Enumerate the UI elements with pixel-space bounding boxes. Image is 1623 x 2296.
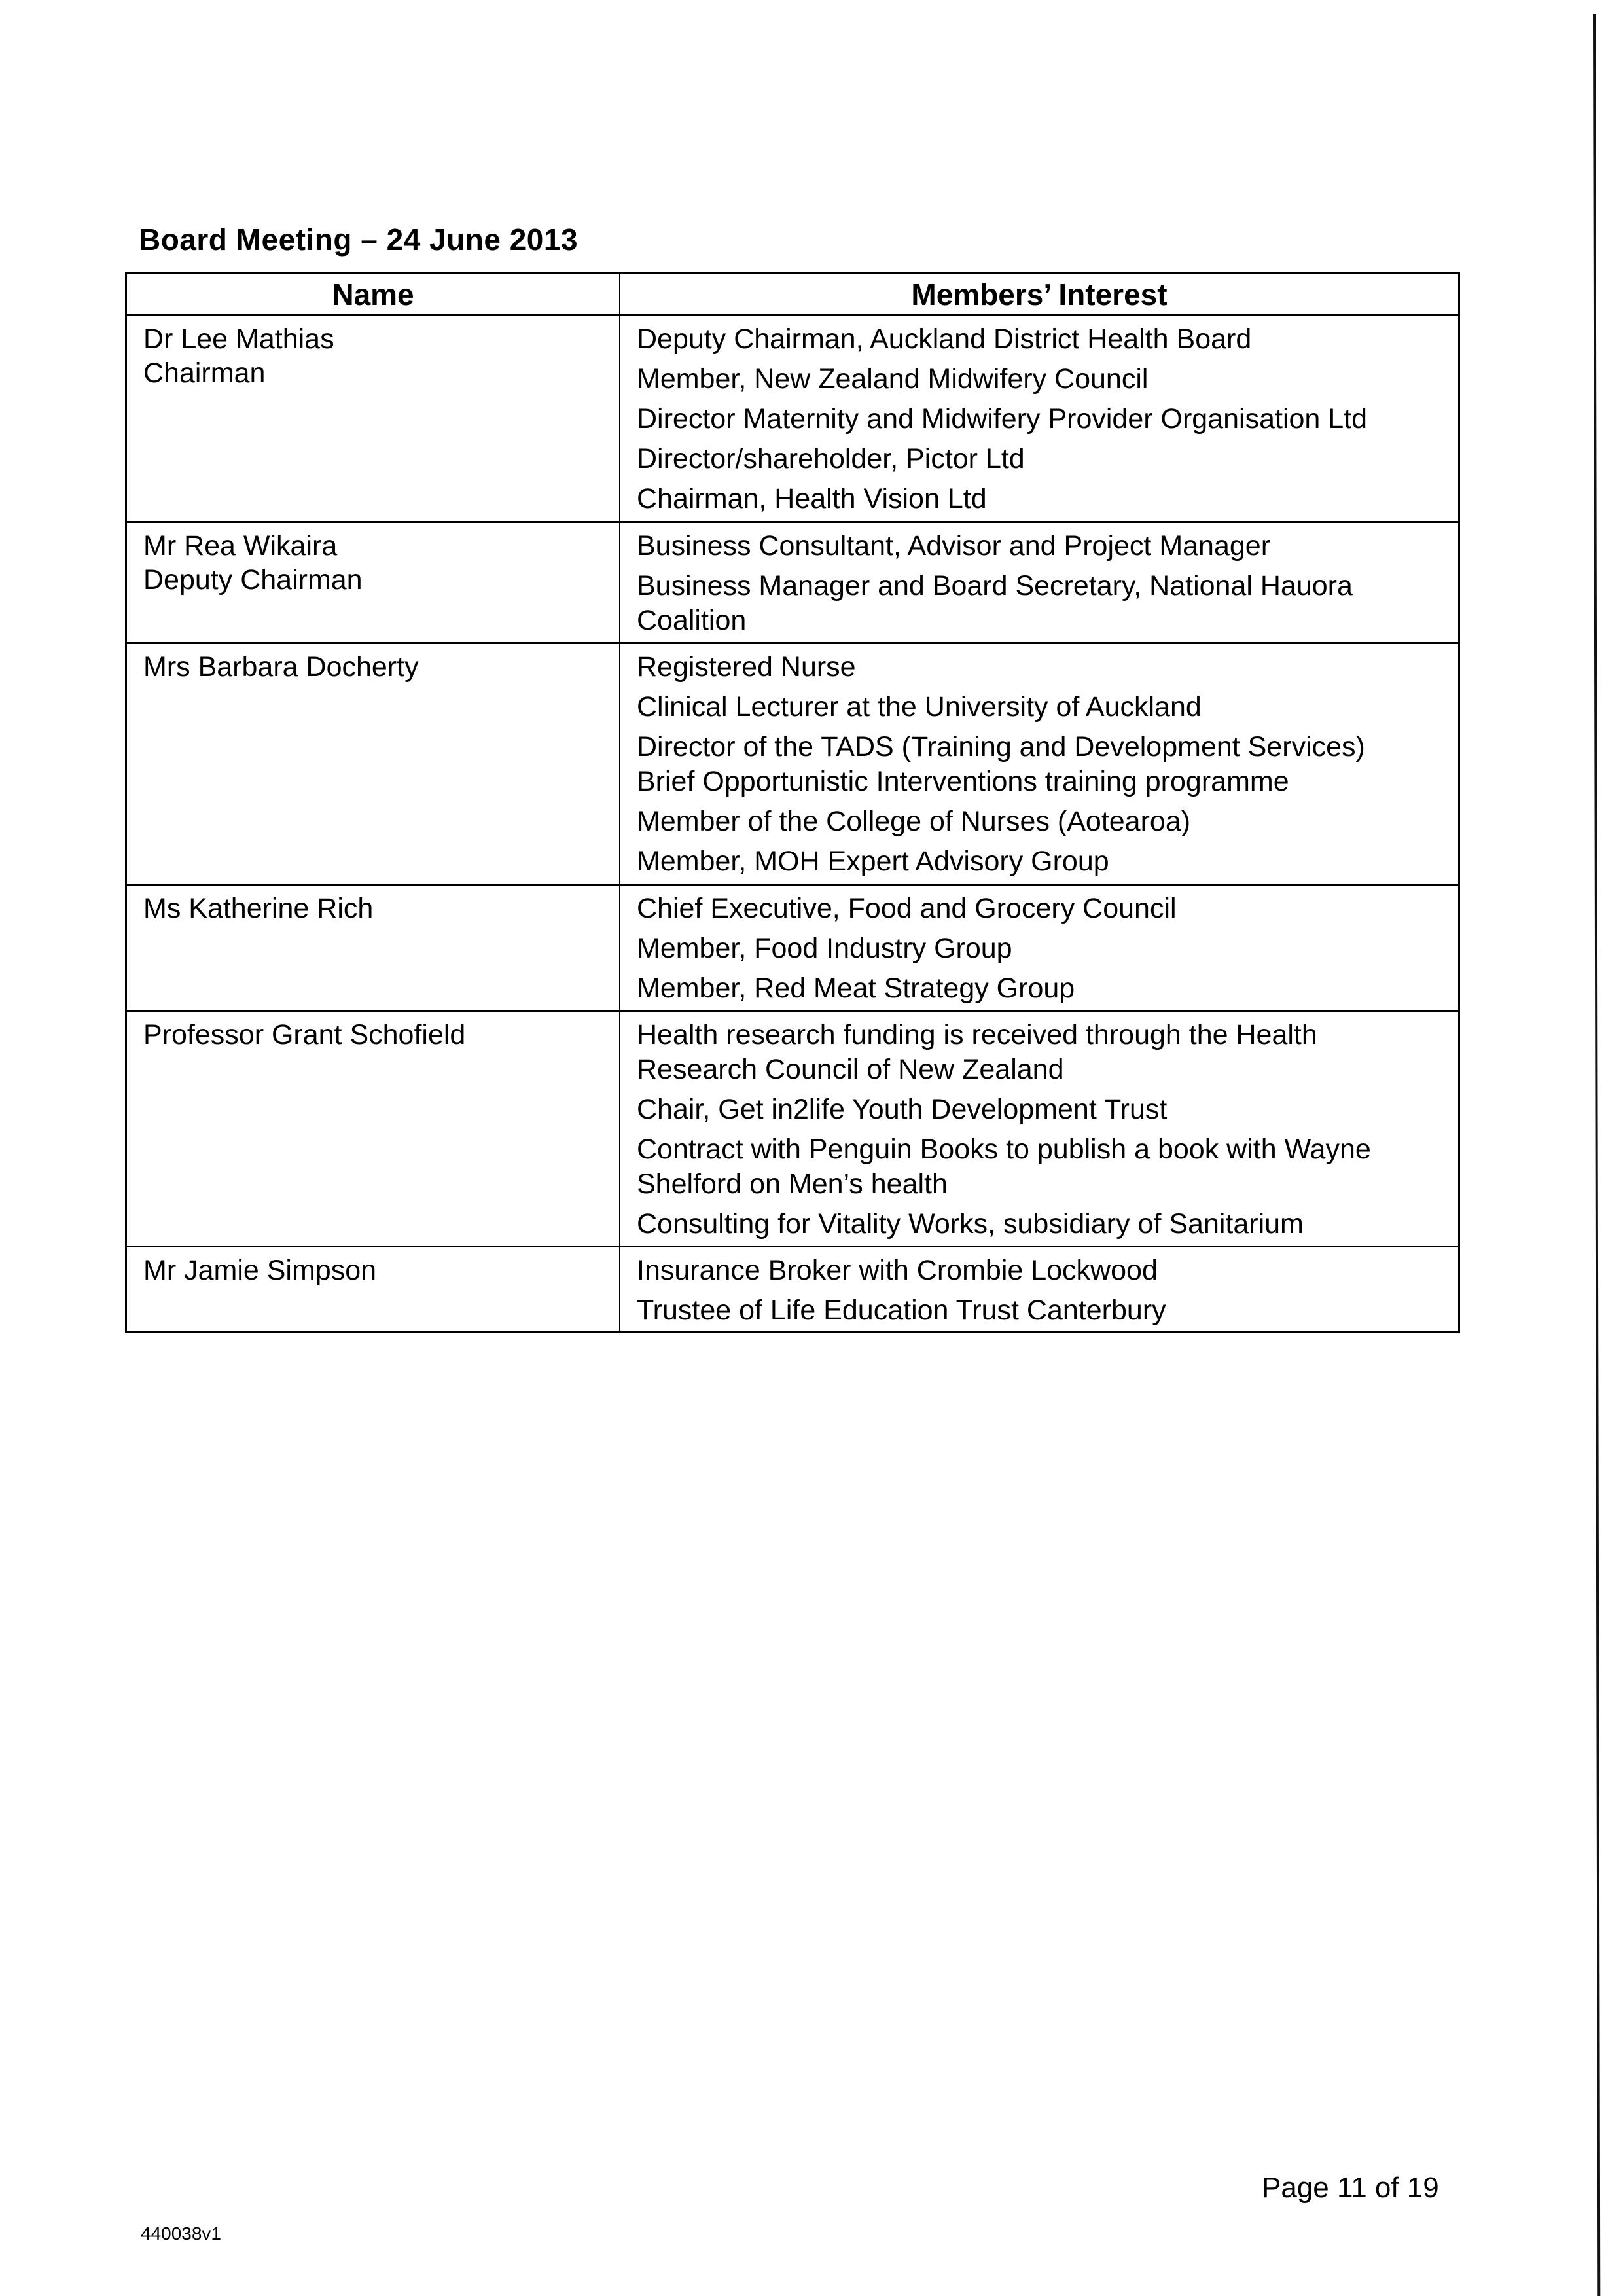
- page-title: Board Meeting – 24 June 2013: [139, 223, 579, 257]
- interest-text: Consulting for Vitality Works, subsidiary of Sanitarium: [637, 1208, 1304, 1240]
- interest-item: [637, 1132, 1458, 1202]
- members-interest-table: [125, 272, 1460, 1333]
- member-interests-cell: [620, 523, 1458, 642]
- interest-text: Member, MOH Expert Advisory Group: [637, 846, 1109, 877]
- interest-text: Brief Opportunistic Interventions training programme: [637, 766, 1289, 797]
- interest-item: [637, 690, 1458, 725]
- member-name-cell: [127, 316, 620, 521]
- interest-text: Member, Red Meat Strategy Group: [637, 973, 1075, 1004]
- table-row: [127, 642, 1458, 884]
- interest-item: [637, 891, 1458, 926]
- interest-text: Chairman, Health Vision Ltd: [637, 483, 987, 514]
- interest-item: [637, 804, 1458, 839]
- interest-text: Director Maternity and Midwifery Provider Organisation Ltd: [637, 403, 1368, 435]
- member-name: Mr Rea Wikaira: [143, 530, 338, 562]
- interest-text: Member, New Zealand Midwifery Council: [637, 363, 1149, 395]
- interest-item: [637, 1092, 1458, 1127]
- member-name-cell: [127, 523, 620, 642]
- member-name: Ms Katherine Rich: [143, 893, 374, 924]
- interest-text: Business Consultant, Advisor and Project Manager: [637, 530, 1271, 562]
- interest-text: Director of the TADS (Training and Development Services): [637, 731, 1365, 762]
- member-interests-cell: [620, 316, 1458, 521]
- member-interests-cell: [620, 1247, 1458, 1331]
- interest-text: Clinical Lecturer at the University of Auckland: [637, 691, 1202, 723]
- interest-text: Coalition: [637, 605, 747, 636]
- interest-item: [637, 1018, 1458, 1087]
- interest-item: [637, 844, 1458, 879]
- member-interests-cell: [620, 644, 1458, 884]
- interest-text: Shelford on Men’s health: [637, 1168, 948, 1200]
- interest-text: Chief Executive, Food and Grocery Council: [637, 893, 1177, 924]
- column-header-name: Name: [127, 274, 620, 314]
- interest-text: Contract with Penguin Books to publish a book with Wayne: [637, 1134, 1371, 1165]
- interest-item: [637, 529, 1458, 564]
- interest-text: Chair, Get in2life Youth Development Trust: [637, 1094, 1168, 1125]
- interest-text: Insurance Broker with Crombie Lockwood: [637, 1255, 1158, 1286]
- member-name-cell: [127, 1012, 620, 1246]
- interest-item: [637, 1207, 1458, 1242]
- interest-text: Director/shareholder, Pictor Ltd: [637, 443, 1025, 475]
- table-header-row: [127, 274, 1458, 314]
- interest-item: [637, 362, 1458, 397]
- interest-text: Trustee of Life Education Trust Canterbury: [637, 1295, 1166, 1326]
- member-role: Chairman: [143, 357, 266, 389]
- interest-item: [637, 482, 1458, 516]
- interest-item: [637, 402, 1458, 437]
- member-interests-cell: [620, 1012, 1458, 1246]
- interest-item: [637, 1253, 1458, 1288]
- scan-edge-line: [1593, 14, 1600, 2296]
- page-number: Page 11 of 19: [1262, 2172, 1439, 2204]
- interest-text: Member, Food Industry Group: [637, 933, 1012, 964]
- interest-text: Registered Nurse: [637, 651, 856, 683]
- table-row: [127, 1010, 1458, 1246]
- table-row: [127, 314, 1458, 521]
- table-body: [127, 314, 1458, 1331]
- interest-text: Deputy Chairman, Auckland District Health Board: [637, 323, 1252, 355]
- member-name: Dr Lee Mathias: [143, 323, 334, 355]
- document-id: 440038v1: [141, 2223, 222, 2244]
- member-interests-cell: [620, 886, 1458, 1010]
- interest-item: [637, 322, 1458, 357]
- interest-text: Research Council of New Zealand: [637, 1054, 1064, 1085]
- interest-item: [637, 650, 1458, 685]
- interest-text: Business Manager and Board Secretary, National Hauora: [637, 570, 1353, 601]
- interest-item: [637, 971, 1458, 1006]
- member-name: Mrs Barbara Docherty: [143, 651, 419, 683]
- member-name-cell: [127, 644, 620, 884]
- member-name-cell: [127, 1247, 620, 1331]
- interest-item: [637, 1293, 1458, 1328]
- interest-text: Member of the College of Nurses (Aotearoa): [637, 806, 1191, 837]
- member-name: Mr Jamie Simpson: [143, 1255, 377, 1286]
- interest-item: [637, 931, 1458, 966]
- table-row: [127, 1246, 1458, 1331]
- interest-item: [637, 730, 1458, 799]
- table-row: [127, 521, 1458, 642]
- column-header-members-interest: Members’ Interest: [911, 277, 1168, 312]
- member-role: Deputy Chairman: [143, 564, 363, 596]
- table-row: [127, 884, 1458, 1010]
- interest-text: Health research funding is received through the Health: [637, 1019, 1317, 1050]
- member-name: Professor Grant Schofield: [143, 1019, 466, 1050]
- interest-item: [637, 442, 1458, 476]
- interest-item: [637, 569, 1458, 638]
- member-name-cell: [127, 886, 620, 1010]
